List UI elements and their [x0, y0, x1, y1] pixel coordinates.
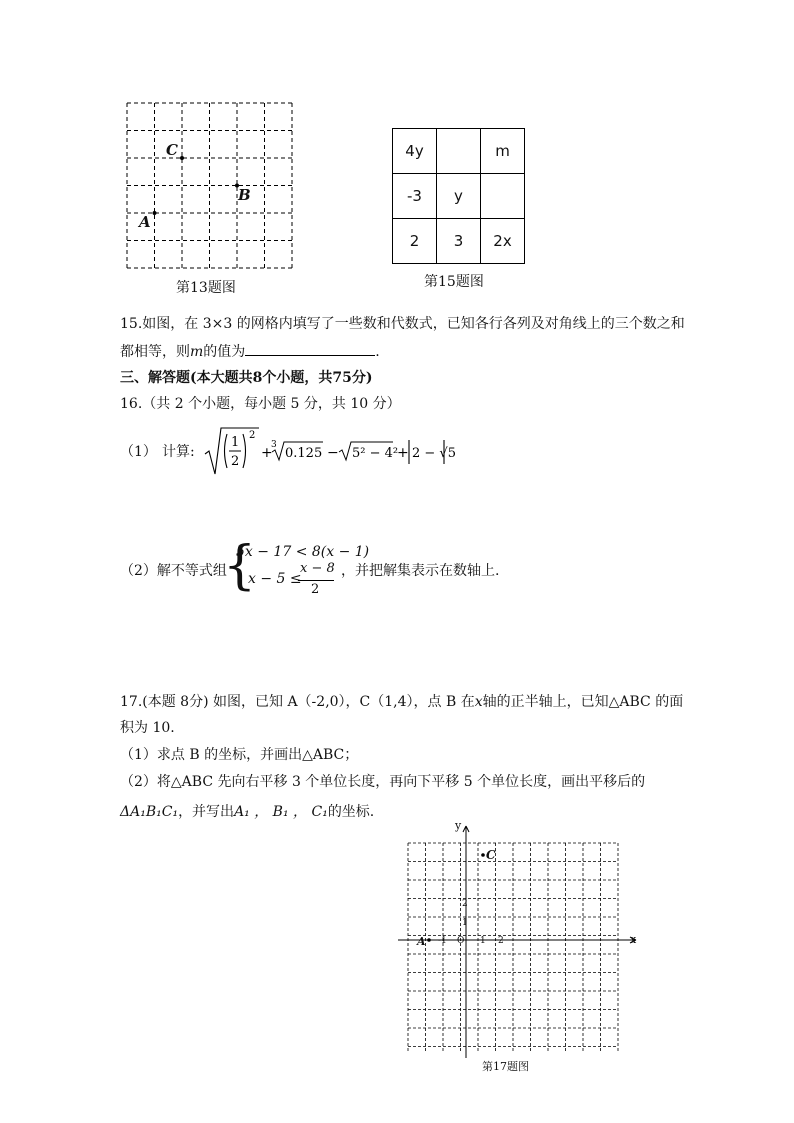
q16-p2-ineq2-left: x − 5 ≤	[248, 571, 302, 587]
q16-p2-ineq1: 5x − 17 < 8(x − 1)	[236, 544, 370, 560]
fig15-cell: y	[437, 174, 481, 219]
fig15-cell	[437, 129, 481, 174]
q16-frac-den: 2	[231, 454, 240, 469]
q16-p1-text: 计算:	[162, 444, 195, 460]
q16-exp: 2	[249, 430, 256, 441]
q16-header: 16.（共 2 个小题，每小题 5 分，共 10 分）	[120, 396, 401, 412]
q16-p2-label: （2）解不等式组	[120, 563, 227, 579]
q17-line1-a: 17.(本题 8分) 如图，已知 A（-2,0），C（1,4），点 B 在	[120, 694, 475, 710]
q16-p2-ineq2-den: 2	[311, 582, 320, 597]
q16-frac-num: 1	[231, 435, 240, 450]
fig17-grid	[396, 818, 642, 1058]
q15-end: .	[375, 344, 380, 360]
fig15-cell: 3	[437, 219, 481, 264]
fig15-table	[392, 128, 525, 264]
q16-sqrt-inner: 5² − 4²	[352, 446, 399, 461]
q17-triangle: ΔA₁B₁C₁	[120, 804, 179, 820]
q15-line2	[120, 341, 380, 362]
q16-p1-label: （1）	[120, 444, 157, 460]
q17-p3-a: ，并写出	[178, 804, 235, 820]
q16-p2-ineq2-num: x − 8	[300, 561, 335, 576]
fig13-grid	[124, 100, 296, 272]
point-c-17	[481, 853, 485, 857]
fig17-axis-x: x	[630, 933, 637, 946]
q17-line1	[120, 692, 683, 712]
section3-title: 三、解答题(本大题共8个小题，共75分)	[120, 370, 373, 386]
q17-line1-b: 轴的正半轴上，已知△ABC 的面	[482, 694, 684, 710]
fig17-ytick-1: 1	[462, 918, 468, 928]
q17-line2: 积为 10.	[120, 720, 175, 736]
fig17-origin: O	[457, 936, 465, 946]
fig13-label-b: B	[238, 186, 251, 204]
q15-line1: 15.如图，在 3×3 的网格内填写了一些数和代数式，已知各行各列及对角线上的三个数之和	[120, 316, 685, 332]
svg-text:+: +	[397, 445, 409, 461]
point-a-17	[427, 938, 431, 942]
fig13-label-a: A	[139, 213, 151, 231]
q16-cbrt-index: 3	[271, 440, 277, 450]
q16-p1-expression	[203, 424, 456, 476]
point-a	[153, 211, 157, 215]
q15-text-a: 都相等，则	[120, 344, 190, 360]
fig15-cell: -3	[393, 174, 437, 219]
q16-abs-inner: 2 − √5	[412, 446, 456, 461]
svg-text:−: −	[327, 445, 339, 461]
q15-text-b: 的值为	[203, 344, 246, 360]
fig17-tick-2: 2	[498, 936, 504, 946]
fig15-cell: 4y	[393, 129, 437, 174]
q16-p2-brace: {	[223, 536, 257, 596]
fig17-ytick-2: 2	[462, 899, 468, 909]
q16-p2-frac-bar	[298, 580, 334, 581]
fig15-cell: 2	[393, 219, 437, 264]
q16-p2-tail: ，并把解集表示在数轴上.	[341, 563, 500, 579]
q15-var-m: m	[190, 344, 204, 360]
q17-part2: （2）将△ABC 先向右平移 3 个单位长度，再向下平移 5 个单位长度，画出平移后的	[120, 774, 646, 790]
q17-points: A₁ ， B₁ ， C₁	[234, 804, 328, 820]
fig17-tick-1: 1	[480, 936, 486, 946]
q17-var-x: x	[474, 694, 483, 710]
fig15-cell: 2x	[481, 219, 525, 264]
q17-part3	[120, 802, 374, 822]
fig17-label-a: A	[417, 935, 426, 948]
svg-text:+: +	[261, 445, 273, 461]
fig15-cell: m	[481, 129, 525, 174]
q17-p3-b: 的坐标.	[327, 804, 375, 820]
fig15-cell	[481, 174, 525, 219]
point-c	[180, 156, 184, 160]
fig17-axis-y: y	[455, 819, 462, 832]
q15-answer-blank[interactable]	[245, 341, 375, 356]
q17-part1: （1）求点 B 的坐标，并画出△ABC；	[120, 747, 359, 763]
q16-cbrt-value: 0.125	[285, 446, 323, 461]
fig13-caption: 第13题图	[176, 280, 236, 296]
fig17-caption: 第17题图	[482, 1060, 529, 1073]
fig15-caption: 第15题图	[424, 274, 484, 290]
fig13-label-c: C	[166, 141, 178, 159]
fig17-label-c: C	[486, 848, 496, 862]
fig17-tick-neg1: -1	[438, 936, 447, 946]
